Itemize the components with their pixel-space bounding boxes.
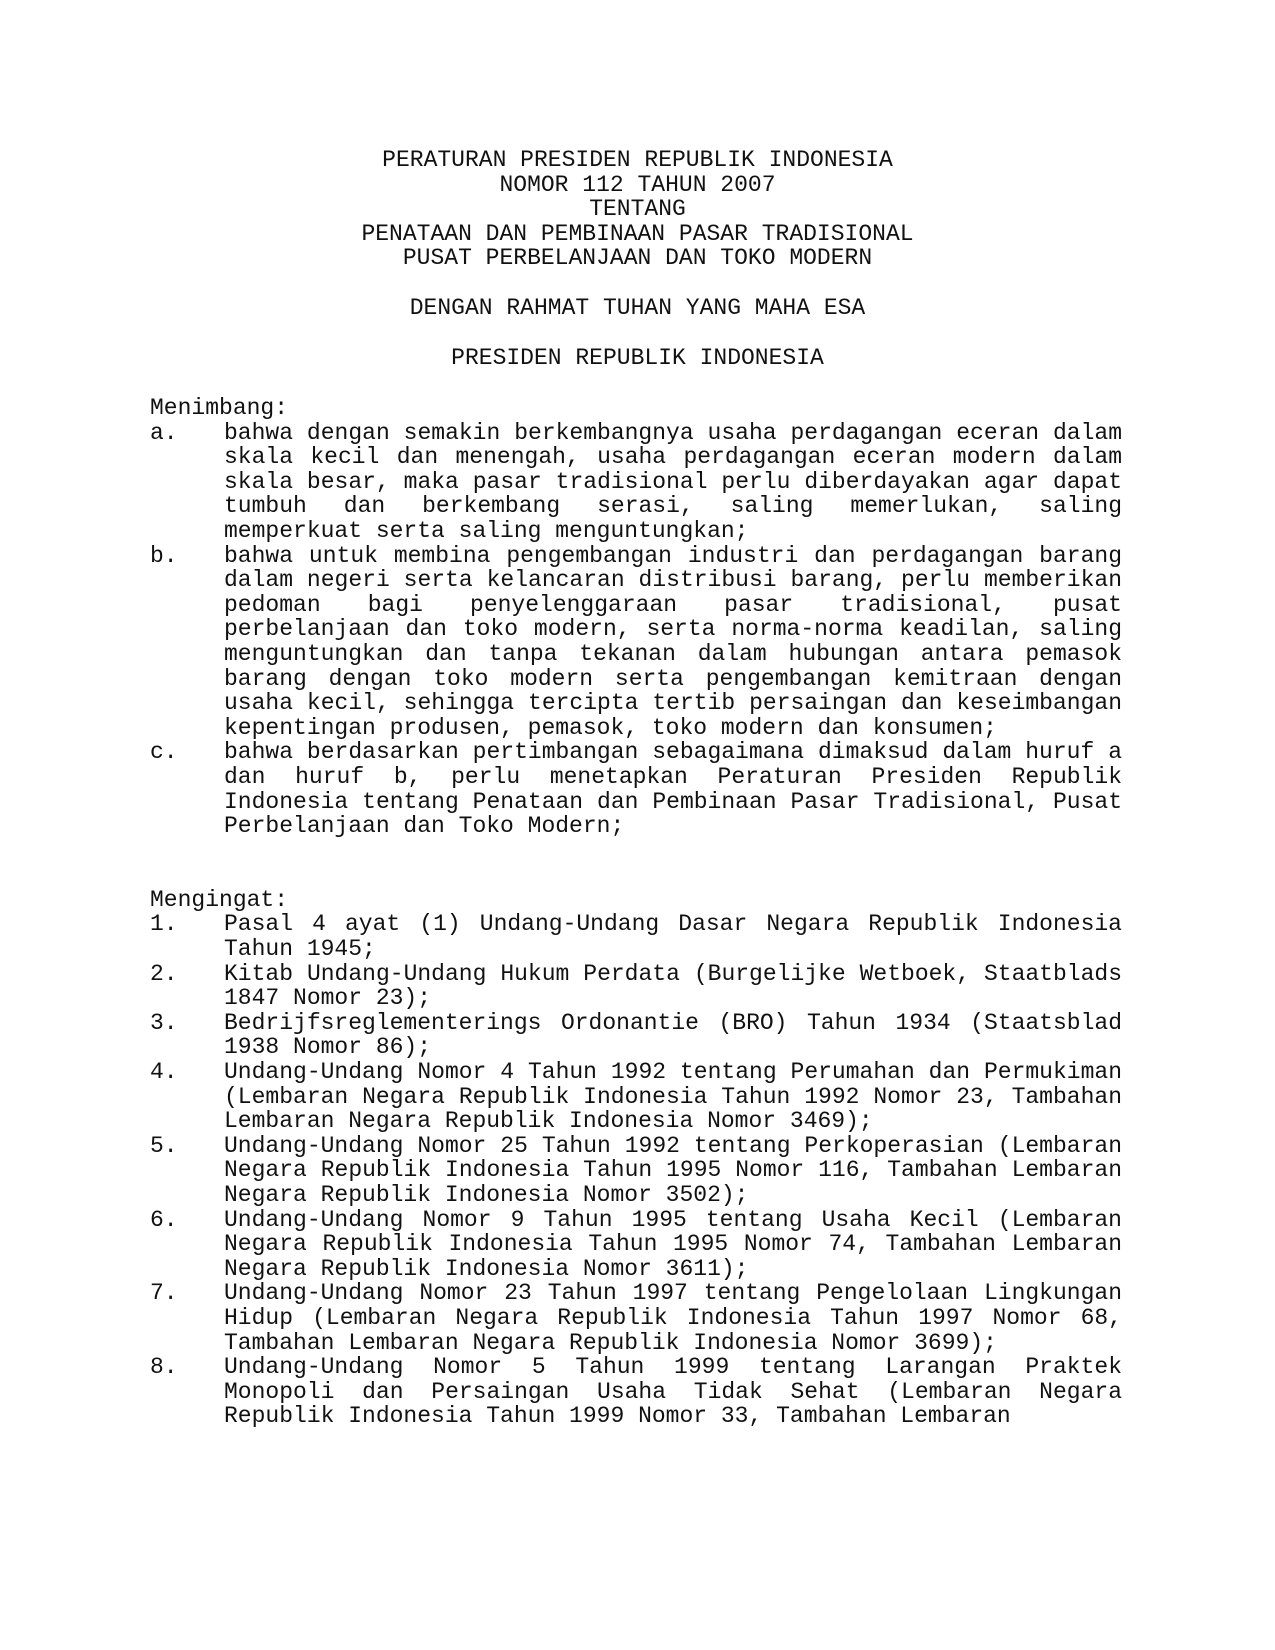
item-marker: 3.	[150, 1009, 178, 1036]
mengingat-heading: Mengingat:	[150, 886, 289, 913]
regulation-subject-line-1: PENATAAN DAN PEMBINAAN PASAR TRADISIONAL	[361, 220, 914, 247]
document-header	[0, 148, 1275, 370]
blessing-line: DENGAN RAHMAT TUHAN YANG MAHA ESA	[409, 294, 866, 321]
item-text: Pasal 4 ayat (1) Undang-Undang Dasar Negara Republik Indonesia Tahun 1945;	[224, 911, 1122, 963]
menimbang-heading: Menimbang:	[150, 395, 289, 421]
menimbang-section	[150, 396, 1122, 839]
menimbang-item	[150, 544, 1122, 741]
mengingat-section	[150, 888, 1122, 1429]
item-marker: 5.	[150, 1132, 178, 1159]
item-marker: a.	[150, 419, 178, 446]
menimbang-item	[150, 421, 1122, 544]
item-text: Kitab Undang-Undang Hukum Perdata (Burgelijke Wetboek, Staatblads 1847 Nomor 23);	[224, 960, 1122, 1012]
mengingat-item	[150, 1134, 1122, 1208]
regulation-subject-line-2: PUSAT PERBELANJAAN DAN TOKO MODERN	[402, 245, 873, 272]
item-text: Bedrijfsreglementerings Ordonantie (BRO) Tahun 1934 (Staatsblad 1938 Nomor 86);	[224, 1009, 1122, 1061]
item-text: Undang-Undang Nomor 23 Tahun 1997 tentang Pengelolaan Lingkungan Hidup (Lembaran Negara Republik Indonesia Tahun 1997 Nomor 68, Tambahan Lembaran Negara Republik Indonesia Nomor 3699);	[224, 1280, 1122, 1356]
item-text: bahwa untuk membina pengembangan industri dan perdagangan barang dalam negeri serta kelancaran distribusi barang, perlu memberikan pedoman bagi penyelenggaraan pasar tradisional, pusat perbelanjaan dan toko modern, serta norma-norma keadilan, saling menguntungkan dan tanpa tekanan dalam hubungan antara pemasok barang dengan toko modern serta pengembangan kemitraan dengan usaha kecil, sehingga tercipta tertib persaingan dan keseimbangan kepentingan produsen, pemasok, toko modern dan konsumen;	[224, 542, 1122, 741]
regulation-title: PERATURAN PRESIDEN REPUBLIK INDONESIA	[382, 147, 893, 173]
mengingat-item	[150, 912, 1122, 961]
item-marker: c.	[150, 739, 178, 766]
item-marker: b.	[150, 542, 178, 569]
item-text: bahwa dengan semakin berkembangnya usaha perdagangan eceran dalam skala kecil dan menengah, usaha perdagangan eceran modern dalam skala besar, maka pasar tradisional perlu diberdayakan agar dapat tumbuh dan berkembang serasi, saling memerlukan, saling memperkuat serta saling menguntungkan;	[224, 419, 1122, 544]
regulation-tentang: TENTANG	[589, 196, 686, 223]
item-text: bahwa berdasarkan pertimbangan sebagaimana dimaksud dalam huruf a dan huruf b, perlu menetapkan Peraturan Presiden Republik Indonesia tentang Penataan dan Pembinaan Pasar Tradisional, Pusat Perbelanjaan dan Toko Modern;	[224, 739, 1122, 840]
item-text: Undang-Undang Nomor 5 Tahun 1999 tentang Larangan Praktek Monopoli dan Persaingan Usaha Tidak Sehat (Lembaran Negara Republik Indonesia Tahun 1999 Nomor 33, Tambahan Lembaran	[224, 1354, 1122, 1430]
regulation-number: NOMOR 112 TAHUN 2007	[499, 171, 776, 198]
issuer-line: PRESIDEN REPUBLIK INDONESIA	[451, 344, 824, 371]
item-marker: 7.	[150, 1280, 178, 1307]
item-marker: 4.	[150, 1059, 178, 1086]
mengingat-item	[150, 1011, 1122, 1060]
menimbang-item	[150, 740, 1122, 838]
mengingat-item	[150, 1208, 1122, 1282]
item-text: Undang-Undang Nomor 4 Tahun 1992 tentang Perumahan dan Permukiman (Lembaran Negara Republik Indonesia Tahun 1992 Nomor 23, Tambahan Lembaran Negara Republik Indonesia Nomor 3469);	[224, 1059, 1122, 1135]
item-marker: 2.	[150, 960, 178, 987]
mengingat-item	[150, 1281, 1122, 1355]
item-marker: 8.	[150, 1354, 178, 1381]
item-text: Undang-Undang Nomor 25 Tahun 1992 tentang Perkoperasian (Lembaran Negara Republik Indonesia Tahun 1995 Nomor 116, Tambahan Lembaran Negara Republik Indonesia Nomor 3502);	[224, 1132, 1122, 1208]
item-marker: 6.	[150, 1206, 178, 1233]
mengingat-item	[150, 1060, 1122, 1134]
item-text: Undang-Undang Nomor 9 Tahun 1995 tentang Usaha Kecil (Lembaran Negara Republik Indonesia Tahun 1995 Nomor 74, Tambahan Lembaran Negara Republik Indonesia Nomor 3611);	[224, 1206, 1122, 1282]
mengingat-item	[150, 962, 1122, 1011]
mengingat-item	[150, 1355, 1122, 1429]
item-marker: 1.	[150, 911, 178, 938]
document-body	[150, 396, 1122, 1429]
